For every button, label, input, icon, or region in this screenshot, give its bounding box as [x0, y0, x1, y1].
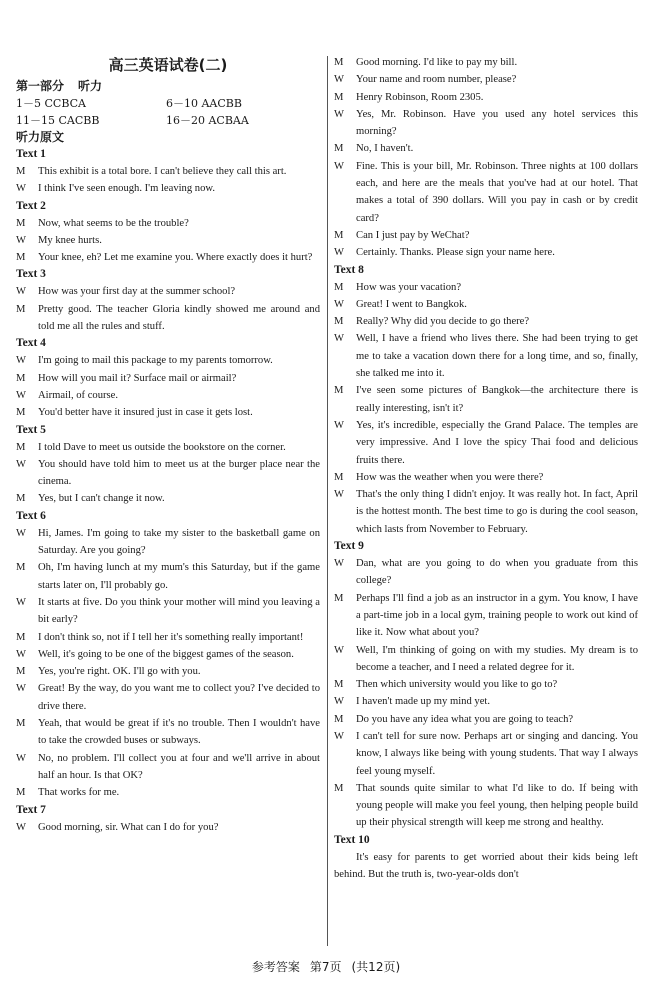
speaker-label: W — [16, 286, 26, 298]
speaker-label: M — [334, 713, 344, 725]
utterance: Yeah, that would be great if it's no trouble. Then I wouldn't have to take the crowded buses or subways. — [38, 718, 320, 747]
utterance: This exhibit is a total bore. I can't believe they call this art. — [38, 166, 287, 177]
dialogue-line — [334, 330, 638, 382]
speaker-label: W — [334, 333, 344, 345]
dialogue-line — [334, 227, 638, 244]
speaker-label: M — [334, 91, 344, 103]
dialogue-line — [16, 594, 320, 629]
utterance: Your knee, eh? Let me examine you. Where exactly does it hurt? — [38, 252, 313, 264]
utterance: Yes, Mr. Robinson. Have you used any hotel services this morning? — [356, 108, 638, 138]
speaker-label: M — [16, 407, 26, 419]
speaker-label: W — [16, 752, 26, 764]
text-heading: Text 9 — [334, 540, 364, 553]
utterance: How was your vacation? — [356, 281, 462, 293]
utterance: You'd better have it insured just in case it gets lost. — [38, 407, 253, 419]
dialogue-line — [16, 629, 320, 646]
utterance: I don't think so, not if I tell her it's something really important! — [38, 631, 304, 643]
speaker-label: W — [334, 489, 344, 501]
speaker-label: W — [16, 596, 26, 608]
column-divider — [327, 56, 328, 946]
utterance: Now, what seems to be the trouble? — [38, 217, 189, 229]
dialogue-line — [334, 244, 638, 261]
dialogue-line — [334, 693, 638, 710]
page-title: 高三英语试卷(二) — [108, 56, 228, 74]
dialogue-line — [16, 559, 320, 594]
speaker-label: W — [334, 558, 344, 570]
utterance: That sounds quite similar to what I'd like to do. If being with young people will make you feel young, then helping people build up their physical strength will keep me strong and healthy. — [356, 782, 638, 829]
answer-range: 1－5 CCBCA — [16, 97, 86, 110]
speaker-label: W — [16, 183, 26, 195]
dialogue-line — [334, 590, 638, 642]
utterance: Dan, what are you going to do when you graduate from this college? — [356, 558, 638, 587]
speaker-label: M — [16, 166, 26, 177]
speaker-label: M — [334, 471, 344, 483]
dialogue-line — [16, 819, 320, 836]
dialogue-line — [334, 296, 638, 313]
speaker-label: W — [334, 108, 344, 120]
utterance: How was the weather when you were there? — [356, 471, 544, 483]
speaker-label: M — [16, 787, 26, 799]
dialogue-line — [16, 715, 320, 750]
dialogue-line — [334, 711, 638, 728]
dialogue-line — [16, 456, 320, 491]
left-transcript — [16, 146, 320, 836]
speaker-label: W — [16, 648, 26, 660]
dialogue-line — [334, 89, 638, 106]
utterance: Your name and room number, please? — [356, 74, 517, 86]
speaker-label: M — [16, 718, 26, 730]
part-one-label: 第一部分 — [16, 79, 65, 93]
utterance: How was your first day at the summer school? — [38, 286, 236, 298]
dialogue-line — [334, 54, 638, 71]
footer-total-pages: (共12页) — [351, 960, 401, 974]
utterance: I haven't made up my mind yet. — [356, 696, 491, 708]
speaker-label: M — [334, 229, 344, 241]
speaker-label: W — [334, 74, 344, 86]
utterance: Oh, I'm having lunch at my mum's this Saturday, but if the game starts later on, I'll probably go. — [38, 562, 320, 591]
speaker-label: M — [334, 592, 344, 604]
answer-row — [16, 95, 320, 112]
speaker-label: M — [334, 385, 344, 397]
speaker-label: W — [334, 298, 344, 310]
text-heading: Text 2 — [16, 199, 46, 212]
speaker-label: W — [16, 234, 26, 246]
page-footer — [0, 958, 652, 976]
monologue-paragraph: It's easy for parents to get worried about their kids being left behind. But the truth is, two-year-olds don't — [334, 851, 638, 881]
utterance: Really? Why did you decide to go there? — [356, 316, 530, 328]
speaker-label: M — [16, 217, 26, 229]
dialogue-line — [334, 728, 638, 780]
right-transcript — [334, 54, 638, 883]
dialogue-line — [16, 352, 320, 369]
speaker-label: M — [16, 303, 26, 315]
speaker-label: W — [16, 683, 26, 695]
dialogue-line — [16, 249, 320, 266]
part-one-name: 听力 — [78, 79, 103, 93]
dialogue-line — [334, 555, 638, 590]
dialogue-line — [16, 370, 320, 387]
speaker-label: M — [334, 679, 344, 691]
utterance: Good morning, sir. What can I do for you? — [38, 821, 219, 833]
speaker-label: W — [16, 527, 26, 539]
utterance: I told Dave to meet us outside the bookstore on the corner. — [38, 441, 286, 453]
dialogue-line — [16, 404, 320, 421]
text-heading: Text 4 — [16, 337, 46, 350]
utterance: I think I've seen enough. I'm leaving now. — [38, 183, 216, 195]
speaker-label: M — [16, 631, 26, 643]
speaker-label: W — [16, 458, 26, 470]
dialogue-line — [334, 486, 638, 538]
dialogue-line — [16, 663, 320, 680]
dialogue-line — [334, 469, 638, 486]
utterance: That works for me. — [38, 787, 120, 799]
dialogue-line — [334, 106, 638, 141]
utterance: Perhaps I'll find a job as an instructor in a gym. You know, I have a part-time job in a local gym, training people to work out kind of like it. Now what about you? — [356, 592, 638, 639]
answer-range: 11－15 CACBB — [16, 114, 100, 127]
dialogue-line — [16, 646, 320, 663]
utterance: Good morning. I'd like to pay my bill. — [356, 57, 518, 68]
dialogue-line — [16, 163, 320, 180]
text-heading: Text 7 — [16, 803, 46, 816]
speaker-label: M — [16, 252, 26, 264]
dialogue-line — [16, 784, 320, 801]
utterance: Great! I went to Bangkok. — [356, 298, 467, 310]
utterance: It starts at five. Do you think your mother will mind you leaving a bit early? — [38, 596, 320, 626]
footer-page-number: 第7页 — [309, 960, 342, 974]
speaker-label: W — [16, 389, 26, 401]
speaker-label: W — [334, 247, 344, 259]
utterance: Do you have any idea what you are going to teach? — [356, 713, 574, 725]
text-heading: Text 10 — [334, 833, 370, 846]
dialogue-line — [334, 158, 638, 227]
dialogue-line — [334, 417, 638, 469]
dialogue-line — [16, 439, 320, 456]
utterance: Fine. This is your bill, Mr. Robinson. Three nights at 100 dollars each, and here are the meals that you've had at our hotel. That makes a total of 390 dollars. Will you pay in cash or by credit card? — [356, 160, 638, 224]
transcript-heading: 听力原文 — [16, 130, 65, 144]
speaker-label: W — [334, 644, 344, 656]
dialogue-line — [16, 680, 320, 715]
dialogue-line — [16, 525, 320, 560]
utterance: Certainly. Thanks. Please sign your name here. — [356, 247, 555, 259]
answer-row — [16, 112, 320, 129]
dialogue-line — [16, 387, 320, 404]
dialogue-line — [16, 215, 320, 232]
dialogue-line — [16, 180, 320, 197]
dialogue-line — [334, 642, 638, 677]
footer-label: 参考答案 — [251, 960, 300, 974]
speaker-label: M — [334, 316, 344, 328]
dialogue-line — [334, 279, 638, 296]
utterance: Can I just pay by WeChat? — [356, 229, 470, 241]
speaker-label: W — [16, 821, 26, 833]
speaker-label: W — [334, 419, 344, 431]
left-column — [16, 54, 320, 836]
text-heading: Text 3 — [16, 268, 46, 281]
speaker-label: W — [16, 355, 26, 367]
speaker-label: M — [334, 281, 344, 293]
utterance: You should have told him to meet us at the burger place near the cinema. — [38, 458, 320, 488]
speaker-label: M — [16, 562, 26, 574]
utterance: Yes, but I can't change it now. — [38, 493, 165, 505]
utterance: Then which university would you like to go to? — [356, 679, 558, 691]
utterance: I can't tell for sure now. Perhaps art or singing and dancing. You know, I always like being with young students. That way I always feel young myself. — [356, 730, 638, 777]
dialogue-line — [334, 71, 638, 88]
utterance: I'm going to mail this package to my parents tomorrow. — [38, 355, 273, 367]
utterance: Yes, you're right. OK. I'll go with you. — [38, 666, 201, 678]
utterance: Well, I'm thinking of going on with my studies. My dream is to become a teacher, and I need a related degree for it. — [356, 644, 638, 673]
part-one-heading — [16, 78, 320, 95]
speaker-label: M — [334, 57, 344, 68]
dialogue-line — [16, 490, 320, 507]
utterance: Well, it's going to be one of the biggest games of the season. — [38, 648, 294, 660]
text-heading: Text 8 — [334, 263, 364, 276]
utterance: My knee hurts. — [38, 234, 102, 246]
speaker-label: M — [334, 143, 344, 155]
utterance: No, no problem. I'll collect you at four and we'll arrive in about half an hour. Is that OK? — [38, 752, 320, 781]
utterance: Yes, it's incredible, especially the Grand Palace. The temples are very impressive. And I love the spicy Thai food and delicious fruits there. — [356, 419, 638, 466]
dialogue-line — [16, 232, 320, 249]
speaker-label: M — [16, 666, 26, 678]
utterance: How will you mail it? Surface mail or airmail? — [38, 372, 237, 384]
utterance: That's the only thing I didn't enjoy. It was really hot. In fact, April is the hottest month. The best time to go is during the cool season, which lasts from November to February. — [356, 489, 638, 535]
answer-range: 6－10 AACBB — [166, 97, 242, 110]
speaker-label: M — [334, 782, 344, 794]
dialogue-line — [16, 301, 320, 336]
dialogue-line — [16, 283, 320, 300]
text-heading: Text 1 — [16, 148, 46, 160]
utterance: Hi, James. I'm going to take my sister to the basketball game on Saturday. Are you going? — [38, 527, 320, 557]
utterance: Henry Robinson, Room 2305. — [356, 91, 484, 103]
utterance: Airmail, of course. — [38, 389, 119, 401]
dialogue-line — [334, 140, 638, 157]
utterance: I've seen some pictures of Bangkok—the architecture there is really interesting, isn't it? — [356, 385, 638, 414]
speaker-label: W — [334, 730, 344, 742]
speaker-label: W — [334, 160, 344, 172]
speaker-label: M — [16, 441, 26, 453]
utterance: Great! By the way, do you want me to collect you? I've decided to drive there. — [38, 683, 320, 712]
text-heading: Text 6 — [16, 509, 46, 522]
dialogue-line — [334, 780, 638, 832]
right-column — [334, 54, 638, 883]
speaker-label: M — [16, 372, 26, 384]
dialogue-line — [16, 750, 320, 785]
dialogue-line — [334, 676, 638, 693]
speaker-label: W — [334, 696, 344, 708]
dialogue-line — [334, 313, 638, 330]
utterance: No, I haven't. — [356, 143, 414, 155]
answer-range: 16－20 ACBAA — [166, 114, 249, 127]
speaker-label: M — [16, 493, 26, 505]
dialogue-line — [334, 382, 638, 417]
utterance: Pretty good. The teacher Gloria kindly showed me around and told me all the rules and stuff. — [38, 303, 320, 333]
text-heading: Text 5 — [16, 423, 46, 436]
utterance: Well, I have a friend who lives there. She had been trying to get me to take a vacation down there for a long time, and so, finally, she talked me into it. — [356, 333, 638, 380]
